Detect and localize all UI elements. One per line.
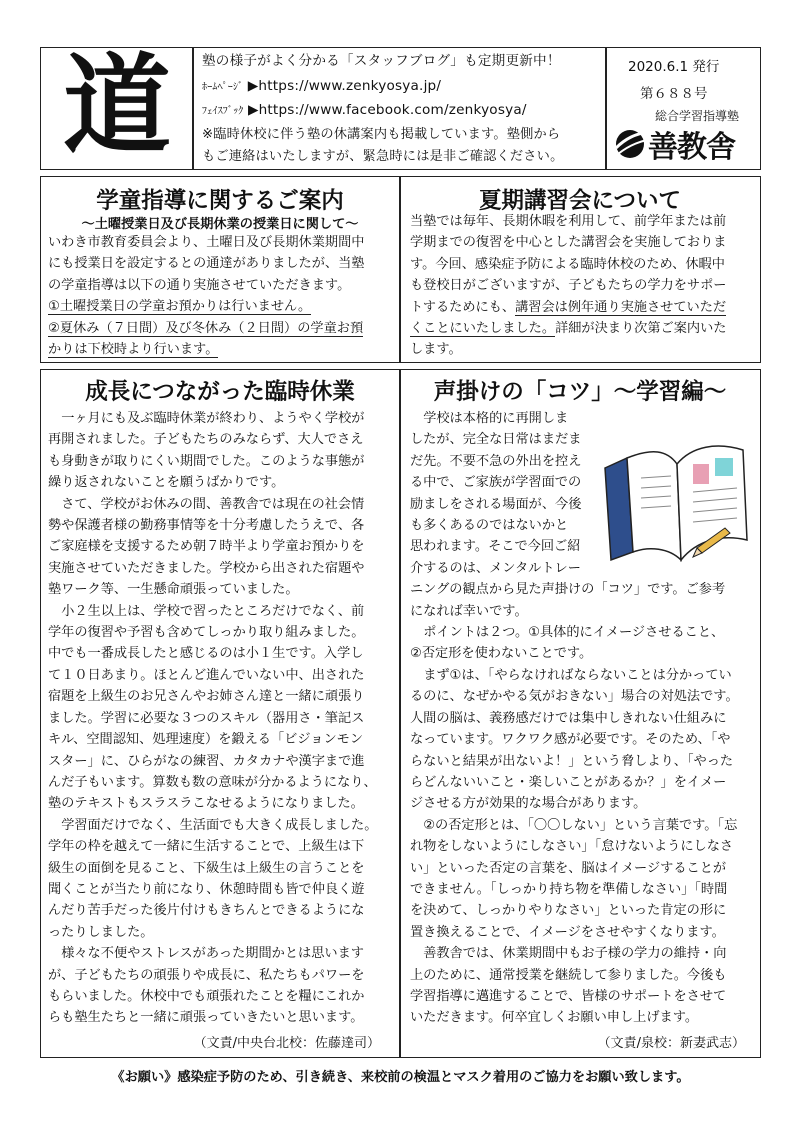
kaki-line: トするためにも、: [410, 299, 516, 315]
article-line: れ物をしないようにしなさい」「怠けないようにしなさ: [410, 839, 734, 855]
article-line: も身動きが取りにくい期間でした。このような事態が: [48, 453, 365, 469]
gakudo-saturday-note: ①土曜授業日の学童お預かりは行いません。: [48, 299, 312, 315]
article-line: 宿題を上級生のお兄さんやお姉さん達と一緒に頑張り: [48, 689, 365, 705]
article-line: んだり苦手だった後片付けもきちんとできるようにな: [48, 903, 365, 919]
article-line: 置き換えることで、イメージをさせやすくなります。: [410, 924, 725, 940]
issue-date: 2020.6.1 発行: [628, 59, 720, 75]
article-line: を決めて、しっかりやりなさい」といった肯定の形に: [410, 903, 727, 919]
article-line: 級生の面倒を見ること、下級生は上級生の言うことを: [48, 860, 365, 876]
article-line: らどんないいこと・楽しいことがあるか？」をイメー: [410, 774, 727, 790]
article-line: 再開されました。子どもたちのみならず、大人でさえ: [48, 432, 364, 448]
footer-notice: 《お願い》感染症予防のため、引き続き、来校前の検温とマスク着用のご協力をお願い致します。: [111, 1070, 690, 1085]
article-line: 中でも一番成長したと感じるのは小１生です。入学し: [48, 646, 364, 662]
article-line: 学校は本格的に再開しま: [423, 411, 569, 426]
issue-number: 第６８８号: [640, 86, 708, 102]
article-line: したが、完全な日常はまだま: [410, 432, 582, 448]
school-logo-icon: [612, 122, 648, 162]
kaki-line: 当塾では毎年、長期休暇を利用して、前学年または前: [410, 214, 727, 229]
article-line: 繰り返されないことを願うばかりです。: [48, 475, 285, 491]
facebook-link[interactable]: ▶https://www.facebook.com/zenkyosya/: [247, 102, 527, 118]
article-line: 介するのは、メンタルトレー: [410, 560, 581, 576]
article-line: ポイントは２つ。①具体的にイメージさせること、: [423, 625, 725, 641]
article-line: 様々な不便やストレスがあった期間かとは思います: [61, 946, 364, 962]
gakudo-body: [48, 232, 400, 360]
blog-notice: 塾の様子がよく分かる「スタッフブログ」も定期更新中！: [202, 53, 561, 69]
seicho-body: [48, 408, 398, 1029]
article-line: るのに、なぜかやる気がおきない」場合の対処法です。: [410, 689, 739, 705]
masthead-divider-right: [605, 47, 607, 170]
article-line: 聞くことが当たり前になり、休憩時間も皆で仲良く遊: [48, 881, 365, 897]
gakudo-holiday-note-1: ②夏休み（７日間）及び冬休み（２日間）の学童お預: [48, 320, 364, 336]
article-line: ました。学習に必要な３つのスキル（器用さ・筆記ス: [48, 710, 365, 726]
article-line: さて、学校がお休みの間、善教舎では現在の社会情: [61, 496, 365, 512]
article-line: んだ子もいます。算数も数の意味が分かるようになり、: [48, 774, 377, 790]
book-aqua-block: [715, 458, 733, 476]
kaki-line: します。: [410, 342, 462, 358]
article-line: も多くあるのではないかと: [410, 518, 569, 534]
article-line: らも塾生たちと一緒に頑張っていきたいと思います。: [48, 1010, 364, 1026]
article-line: いただきます。何卒宜しくお願い申し上げます。: [410, 1010, 699, 1026]
article-line: 塾のテキストもスラスラこなせるようになりました。: [48, 796, 364, 812]
article-line: なっています。ワクワク感が必要です。そのため、「や: [410, 732, 731, 748]
article-line: が、子どもたちの頑張りや成長に、私たちもパワーを: [48, 967, 365, 983]
article-line: 学年の枠を越えて一緒に生活することで、上級生は下: [48, 839, 365, 855]
main-articles-divider: [399, 369, 401, 1058]
article-line: ジさせる方が効果的な場合があります。: [410, 796, 647, 812]
article-line: 学習面だけでなく、生活面でも大きく成長しました。: [61, 817, 378, 833]
article-line: 善教舎では、休業期間中もお子様の学力の維持・向: [423, 946, 727, 962]
article-line: 励ましをされる場面が、今後: [410, 496, 582, 512]
kotsu-title: 声掛けの「コツ」～学習編～: [433, 379, 727, 405]
article-line: て１０日あまり。ほとんど進んでいない中、出された: [48, 667, 365, 683]
article-line: ったりしました。: [48, 924, 154, 940]
article-line: 学年の復習や予習も含めてしっかり取り組みました。: [48, 625, 365, 641]
article-line: 勢や保護者様の勤務事情等を十分考慮したうえで、各: [48, 518, 365, 534]
article-line: 塾ワーク等、一生懸命頑張っていました。: [48, 582, 299, 598]
book-pink-block: [693, 464, 709, 484]
article-line: になれば幸いです。: [410, 603, 528, 619]
gakudo-holiday-note-2: かりは下校時より行います。: [48, 342, 219, 358]
school-type: 総合学習指導塾: [655, 109, 740, 123]
article-line: だ先。不要不急の外出を控え: [410, 453, 582, 469]
seicho-credit: （文責/中央台北校：佐藤達司）: [193, 1036, 380, 1051]
kaki-highlight-2: くことにいたしました。: [410, 321, 556, 337]
open-book-pencil-illustration: [597, 420, 755, 572]
kaki-line: す。今回、感染症予防による臨時休校のため、休暇中: [410, 256, 725, 272]
closure-note-2: もご連絡はいたしますが、緊急時には是非ご確認ください。: [202, 149, 564, 164]
gakudo-title: 学童指導に関するご案内: [96, 188, 344, 214]
masthead-divider-left: [192, 47, 194, 170]
seicho-title: 成長につながった臨時休業: [85, 379, 355, 405]
article-line: る中で、ご家族が学習面での: [410, 475, 582, 491]
gakudo-line: いわき市教育委員会より、土曜日及び長期休業期間中: [48, 235, 365, 250]
kaki-line: 学期までの復習を中心とした講習会を実施しておりま: [410, 235, 727, 251]
gakudo-subtitle: ～土曜授業日及び長期休業の授業日に関して～: [81, 217, 359, 232]
article-line: らないと結果が出ないよ！」という脅しより、「やった: [410, 753, 734, 769]
article-line: もらいました。休校中でも頑張れたことを糧にこれか: [48, 988, 365, 1004]
article-line: できません。「しっかり持ち物を準備しなさい」「時間: [410, 881, 728, 897]
homepage-row: [202, 76, 441, 98]
article-line: キル、空間認知、処理速度）を鍛える「ビジョンモン: [48, 732, 364, 748]
homepage-link[interactable]: ▶https://www.zenkyosya.jp/: [247, 78, 442, 94]
facebook-label: ﾌｪｲｽﾌﾞｯｸ: [202, 106, 244, 117]
facebook-row: [202, 100, 527, 122]
kaki-title: 夏期講習会について: [478, 188, 682, 214]
article-line: ニングの観点から見た声掛けの「コツ」です。ご参考: [410, 582, 726, 598]
gakudo-line: にも授業日を設定するとの通達がありましたが、当塾: [48, 256, 365, 272]
article-line: スター」に、ひらがなの練習、カタカナや漢字まで進: [48, 753, 365, 769]
homepage-label: ﾎｰﾑﾍﾟｰｼﾞ: [202, 82, 244, 93]
article-line: 実施させていただきました。学校から出された宿題や: [48, 560, 365, 576]
kaki-line: 詳細が決まり次第ご案内いた: [555, 321, 727, 337]
kotsu-credit: （文責/泉校：新妻武志）: [597, 1036, 745, 1051]
school-name: 善教舎: [648, 130, 735, 165]
article-line: い」といった否定の言葉を、脳はイメージすることが: [410, 860, 727, 876]
kaki-highlight-1: 講習会は例年通り実施させていただ: [515, 299, 727, 315]
article-line: ②否定形を使わないことです。: [410, 646, 593, 662]
article-line: まず①は、「やらなければならないことは分かってい: [423, 667, 732, 683]
article-line: 一ヶ月にも及ぶ臨時休業が終わり、ようやく学校が: [61, 411, 365, 426]
kaki-line: も登校日がございますが、子どもたちの学力をサポー: [410, 278, 727, 294]
article-line: 上のために、通常授業を継続して参りました。今後も: [410, 967, 727, 983]
article-line: 小２生以上は、学校で習ったところだけでなく、前: [61, 603, 365, 619]
gakudo-line: の学童指導は以下の通り実施させていただきます。: [48, 277, 351, 293]
closure-note-1: ※臨時休校に伴う塾の休講案内も掲載しています。塾側から: [202, 127, 561, 142]
article-line: ご家庭様を支援するため朝７時半より学童お預かりを: [48, 539, 365, 555]
article-line: ②の否定形とは、「〇〇しない」という言葉です。「忘: [423, 817, 738, 833]
article-line: 思われます。そこで今回ご紹: [410, 539, 581, 555]
article-line: 学習指導に邁進することで、皆様のサポートをさせて: [410, 988, 727, 1004]
masthead-title-kanji: 道: [62, 43, 171, 169]
kaki-body: [410, 211, 762, 361]
article-line: 人間の脳は、義務感だけでは集中しきれない仕組みに: [410, 710, 727, 726]
